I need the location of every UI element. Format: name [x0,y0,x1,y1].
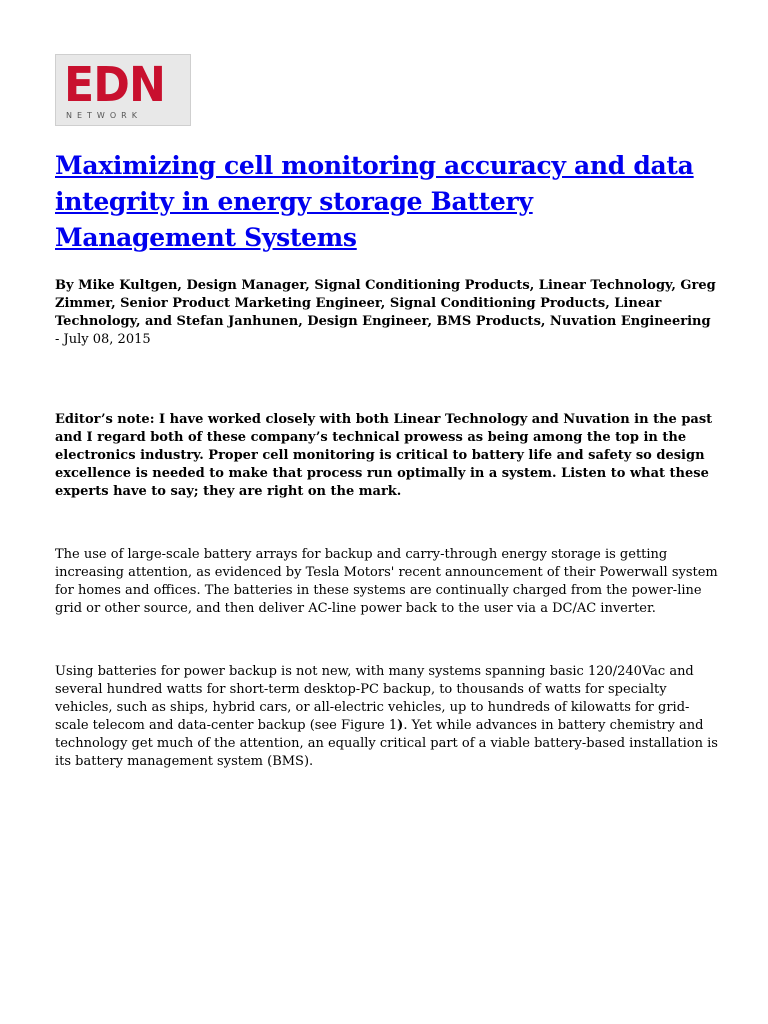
paragraph-2-bold: ) [397,718,404,733]
byline-separator: - [55,332,64,347]
article-title-link[interactable]: Maximizing cell monitoring accuracy and data integrity in energy storage Battery Management Systems [55,151,694,252]
article-byline [55,277,719,349]
logo-subtitle: NETWORK [66,111,142,120]
body-paragraph-1: The use of large-scale battery arrays for backup and carry-through energy storage is getting increasing attention, as evidenced by Tesla Motors' recent announcement of their Powerwall system for homes and offices. The batteries in these systems are continually charged from the power-line grid or other source, and then deliver AC-line power back to the user via a DC/AC inverter. [55,547,718,616]
article-page [55,54,720,771]
article-title [55,148,695,256]
byline-authors: By Mike Kultgen, Design Manager, Signal Conditioning Products, Linear Technology, Greg Zimmer, Senior Product Marketing Engineer, Signal Conditioning Products, Linear Technology, and Stefan Janhunen, Design Engineer, BMS Products, Nuvation Engineering [55,278,716,329]
byline-date: July 08, 2015 [63,332,151,347]
editors-note: Editor’s note: I have worked closely with both Linear Technology and Nuvation in the past and I regard both of these company’s technical prowess as being among the top in the electronics industry. Proper cell monitoring is critical to battery life and safety so design excellence is needed to make that process run optimally in a system. Listen to what these experts have to say; they are right on the mark. [55,412,713,499]
paragraph-2-start: Using batteries for power backup is not new, with many systems spanning basic 120/240Vac and several hundred watts for short-term desktop-PC backup, to thousands of watts for specialty vehicles, such as ships, hybrid cars, or all-electric vehicles, up to hundreds of kilowatts for grid-scale telecom and data-center backup (see Figure 1 [55,664,694,733]
logo-wordmark: EDN [64,57,166,113]
edn-network-logo[interactable] [55,54,191,126]
paragraph-2-end: . Yet while advances in battery chemistry and technology get much of the attention, an equally critical part of a viable battery-based installation is its battery management system (BMS). [55,718,718,769]
body-paragraph-2 [55,663,719,771]
